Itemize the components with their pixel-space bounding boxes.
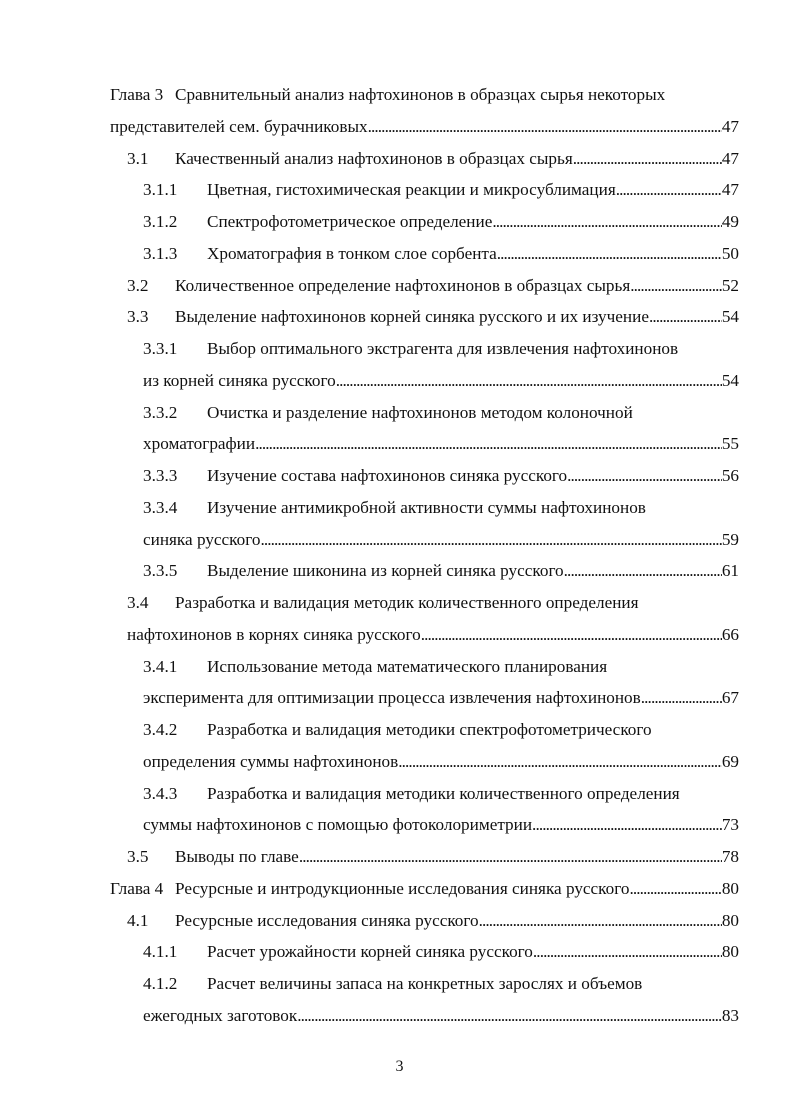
- toc-entry-number: 3.3.3: [143, 466, 178, 485]
- toc-entry-title: Качественный анализ нафтохинонов в образцах сырья: [175, 148, 573, 168]
- toc-entry-line: [143, 749, 739, 775]
- toc-entry-number: 3.4: [127, 593, 149, 612]
- toc-entry-title: Выводы по главе: [175, 847, 299, 866]
- dot-leader: [255, 431, 722, 457]
- toc-entry-title: Выделение шиконина из корней синяка русского: [207, 561, 564, 581]
- dot-leader: [629, 876, 721, 902]
- toc-entry-number: Глава 4: [110, 878, 164, 898]
- toc-entry-line: [127, 908, 739, 934]
- toc-entry-number: 3.5: [127, 847, 149, 866]
- toc-entry-title: Очистка и разделение нафтохинонов методом колоночной: [207, 402, 633, 422]
- toc-entry-line: [143, 336, 739, 362]
- toc-entry-number: 3.1.3: [143, 243, 178, 263]
- toc-entry-title: Разработка и валидация методик количественного определения: [175, 593, 639, 612]
- toc-entry-title: Расчет урожайности корней синяка русского: [207, 942, 533, 962]
- dot-leader: [479, 908, 722, 934]
- toc-entry-page: 69: [721, 751, 739, 771]
- toc-entry-number: 4.1.1: [143, 942, 178, 962]
- toc-entry-title: Расчет величины запаса на конкретных зарослях и объемов: [207, 974, 643, 993]
- toc-entry-page: 47: [721, 180, 739, 200]
- toc-entry-page: 50: [721, 243, 739, 263]
- toc-entry-number: 3.3.1: [143, 339, 178, 358]
- toc-entry-title-continuation: суммы нафтохинонов с помощью фотоколориметрии: [143, 815, 533, 835]
- toc-entry-line: [143, 527, 739, 553]
- toc-entry-title: Использование метода математического планирования: [207, 656, 608, 676]
- toc-entry-line: [143, 685, 739, 711]
- toc-entry-line: [143, 558, 739, 584]
- toc-entry-number: 4.1.2: [143, 974, 178, 993]
- toc-entry-number: 4.1: [127, 910, 149, 930]
- toc-entry-page: 56: [721, 466, 739, 485]
- dot-leader: [260, 527, 721, 553]
- toc-entry-line: [143, 241, 739, 267]
- toc-entry-number: 3.3.4: [143, 497, 178, 517]
- toc-entry-title: Изучение антимикробной активности суммы нафтохинонов: [207, 497, 646, 517]
- toc-entry-page: 54: [721, 370, 739, 390]
- toc-entry-number: 3.2: [127, 275, 149, 295]
- toc-entry-page: 61: [721, 561, 739, 581]
- dot-leader: [616, 177, 722, 203]
- toc-entry-page: 83: [721, 1005, 739, 1025]
- toc-entry-number: 3.3.2: [143, 402, 178, 422]
- toc-entry-page: 49: [721, 212, 739, 231]
- toc-entry-line: [143, 431, 739, 457]
- toc-entry-line: [127, 844, 739, 870]
- toc-entry-title: Разработка и валидация методики спектрофотометрического: [207, 720, 652, 739]
- toc-entry-title: Сравнительный анализ нафтохинонов в образцах сырья некоторых: [175, 85, 666, 104]
- toc-entry-line: [110, 876, 739, 902]
- toc-entry-title: Изучение состава нафтохинонов синяка русского: [207, 466, 568, 485]
- toc-entry-title: Количественное определение нафтохинонов в образцах сырья: [175, 275, 631, 295]
- toc-entry-number: 3.4.3: [143, 783, 178, 803]
- toc-entry-page: 47: [721, 148, 739, 168]
- toc-entry-line: [127, 590, 739, 616]
- dot-leader: [641, 685, 722, 711]
- toc-entry-title-continuation: хроматографии: [143, 434, 256, 454]
- toc-entry-line: [143, 463, 739, 489]
- toc-entry-title: Ресурсные и интродукционные исследования синяка русского: [175, 878, 630, 898]
- toc-entry-line: [143, 177, 739, 203]
- dot-leader: [421, 622, 722, 648]
- toc-entry-title: Выделение нафтохинонов корней синяка русского и их изучение: [175, 307, 649, 327]
- dot-leader: [630, 273, 722, 299]
- dot-leader: [297, 1003, 722, 1029]
- toc-entry-title: Разработка и валидация методики количественного определения: [207, 783, 680, 803]
- toc-entry-title-continuation: определения суммы нафтохинонов: [143, 751, 399, 771]
- dot-leader: [567, 463, 722, 489]
- toc-entry-number: 3.3.5: [143, 561, 178, 581]
- toc-entry-line: [143, 781, 739, 807]
- toc-entry-page: 52: [721, 275, 739, 295]
- dot-leader: [299, 844, 722, 870]
- toc-entry-line: [110, 114, 739, 140]
- toc-entry-title-continuation: из корней синяка русского: [143, 370, 336, 390]
- toc-entry-title-continuation: эксперимента для оптимизации процесса извлечения нафтохинонов: [143, 688, 641, 708]
- toc-entry-page: 47: [721, 116, 739, 136]
- toc-entry-page: 67: [721, 688, 739, 708]
- toc-entry-page: 78: [721, 847, 739, 866]
- toc-entry-number: Глава 3: [110, 85, 164, 104]
- toc-entry-title: Ресурсные исследования синяка русского: [175, 910, 479, 930]
- toc-entry-title: Хроматография в тонком слое сорбента: [207, 243, 497, 263]
- toc-entry-line: [110, 82, 739, 108]
- toc-entry-line: [127, 146, 739, 172]
- toc-entry-page: 54: [721, 307, 739, 327]
- dot-leader: [398, 749, 722, 775]
- toc-entry-title: Выбор оптимального экстрагента для извлечения нафтохинонов: [207, 339, 679, 358]
- toc-entry-title-continuation: синяка русского: [143, 529, 261, 549]
- toc-entry-page: 80: [721, 942, 739, 962]
- toc-entry-number: 3.1.1: [143, 180, 178, 200]
- dot-leader: [336, 368, 722, 394]
- toc-entry-page: 73: [721, 815, 739, 835]
- toc-entry-page: 59: [721, 529, 739, 549]
- dot-leader: [573, 146, 722, 172]
- toc-entry-title-continuation: представителей сем. бурачниковых: [110, 116, 368, 136]
- toc-entry-page: 80: [721, 910, 739, 930]
- toc-entry-line: [127, 622, 739, 648]
- toc-entry-line: [143, 1003, 739, 1029]
- toc-entry-page: 66: [721, 624, 739, 644]
- toc-entry-line: [127, 304, 739, 330]
- toc-entry-title: Спектрофотометрическое определение: [207, 212, 493, 231]
- dot-leader: [564, 558, 722, 584]
- toc-entry-line: [143, 654, 739, 680]
- toc-entry-line: [143, 209, 739, 235]
- toc-entry-line: [143, 939, 739, 965]
- page-number: 3: [395, 1058, 404, 1075]
- toc-entry-title-continuation: нафтохинонов в корнях синяка русского: [127, 624, 421, 644]
- toc-entry-page: 80: [721, 878, 739, 898]
- dot-leader: [532, 812, 722, 838]
- dot-leader: [649, 304, 722, 330]
- toc-entry-line: [143, 717, 739, 743]
- dot-leader: [368, 114, 722, 140]
- toc-entry-number: 3.1.2: [143, 212, 178, 231]
- toc-entry-number: 3.4.2: [143, 720, 178, 739]
- toc-entry-line: [143, 971, 739, 997]
- toc-entry-number: 3.4.1: [143, 656, 178, 676]
- dot-leader: [497, 241, 722, 267]
- toc-entry-page: 55: [721, 434, 739, 454]
- toc-entry-line: [143, 368, 739, 394]
- dot-leader: [533, 939, 722, 965]
- toc-entry-line: [127, 273, 739, 299]
- toc-entry-title-continuation: ежегодных заготовок: [143, 1005, 298, 1025]
- toc-entry-line: [143, 400, 739, 426]
- toc-entry-line: [143, 495, 739, 521]
- dot-leader: [492, 209, 721, 235]
- toc-entry-title: Цветная, гистохимическая реакции и микросублимация: [207, 180, 616, 200]
- toc-entry-line: [143, 812, 739, 838]
- toc-entry-number: 3.1: [127, 148, 149, 168]
- toc-entry-number: 3.3: [127, 307, 149, 327]
